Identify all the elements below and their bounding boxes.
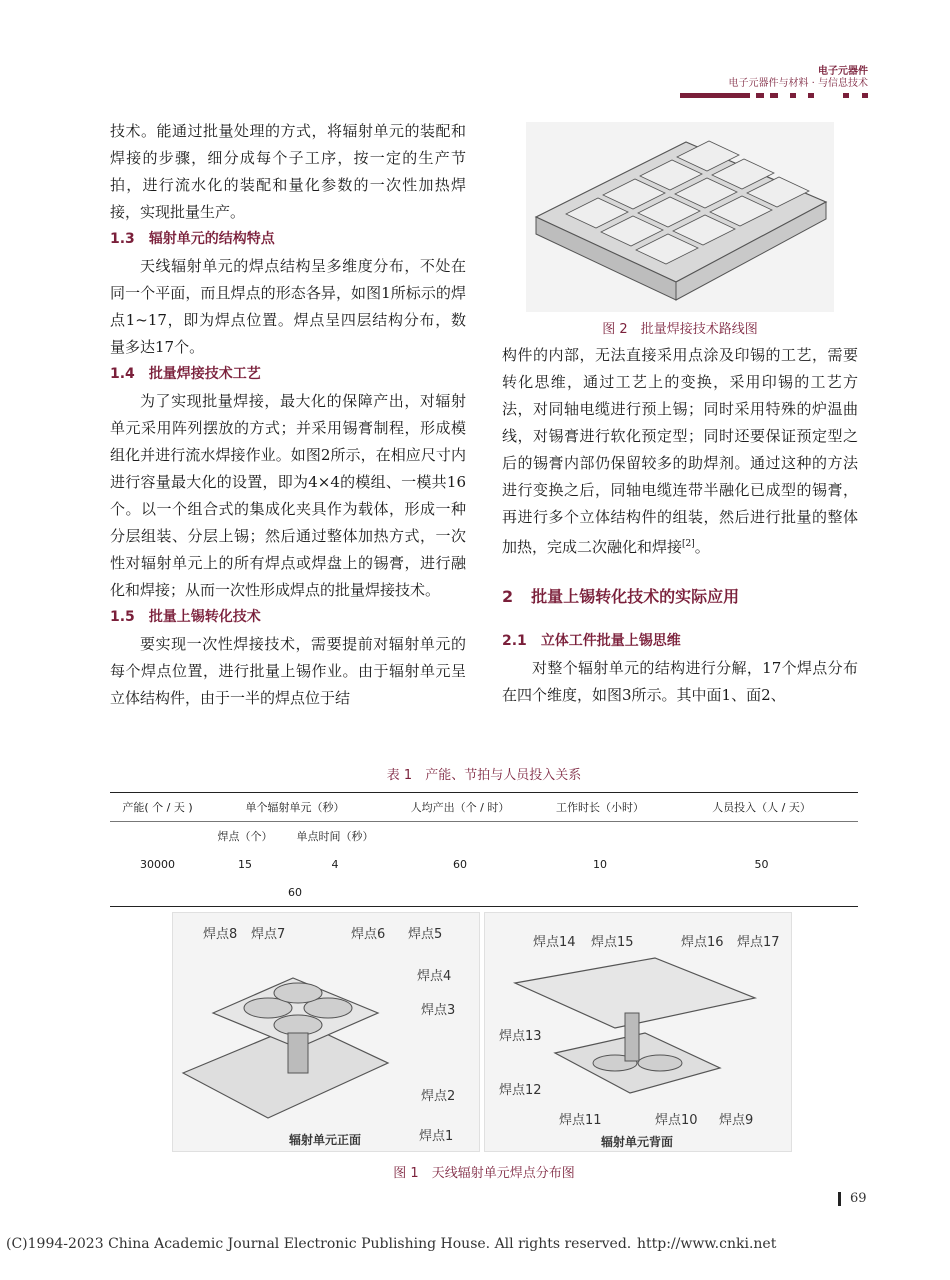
section-heading-1-3: 1.3 辐射单元的结构特点 — [110, 231, 275, 247]
right-column — [502, 342, 858, 709]
solder-point-label: 焊点8 — [203, 927, 238, 942]
table-cell: 15 — [238, 857, 252, 871]
solder-point-label: 焊点9 — [719, 1113, 754, 1128]
section-heading-1-5: 1.5 批量上锡转化技术 — [110, 609, 261, 625]
paragraph: 要实现一次性焊接技术，需要提前对辐射单元的每个焊点位置，进行批量上锡作业。由于辐射单元呈立体结构件，由于一半的焊点位于结 — [110, 635, 466, 707]
front-view-label: 辐射单元正面 — [289, 1133, 362, 1147]
radiating-unit-front-illustration — [173, 913, 479, 1151]
paragraph: 对整个辐射单元的结构进行分解，17个焊点分布在四个维度，如图3所示。其中面1、面2、 — [502, 659, 858, 704]
paragraph: 天线辐射单元的焊点结构呈多维度分布，不处在同一个平面，而且焊点的形态各异，如图1所标示的焊点1~17，即为焊点位置。焊点呈四层结构分布，数量多达17个。 — [110, 257, 466, 356]
table-header: 单个辐射单元（秒） — [245, 801, 345, 814]
table-header: 工作时长（小时） — [556, 801, 644, 814]
reference-mark: [2] — [682, 539, 695, 549]
table-header-row — [110, 793, 858, 822]
solder-point-label: 焊点1 — [419, 1129, 454, 1144]
solder-point-label: 焊点17 — [737, 935, 780, 950]
table-cell: 10 — [593, 857, 607, 871]
header-dot — [790, 93, 796, 98]
figure-1-back-panel — [484, 912, 792, 1152]
table-1 — [110, 792, 858, 907]
solder-point-label: 焊点16 — [681, 935, 724, 950]
table-row — [110, 878, 858, 906]
paragraph: 技术。能通过批量处理的方式，将辐射单元的装配和焊接的步骤，细分成每个子工序，按一定的生产节拍，进行流水化的装配和量化参数的一次性加热焊接，实现批量生产。 — [110, 122, 466, 221]
section-heading-1-4: 1.4 批量焊接技术工艺 — [110, 366, 261, 382]
table-header: 人均产出（个 / 时） — [410, 801, 510, 814]
table-cell: 60 — [453, 857, 467, 871]
table-cell: 60 — [288, 885, 302, 899]
table-subheader: 单点时间（秒） — [296, 830, 374, 843]
header-dot — [808, 93, 814, 98]
solder-point-label: 焊点2 — [421, 1089, 456, 1104]
solder-point-label: 焊点10 — [655, 1113, 698, 1128]
solder-point-label: 焊点7 — [251, 927, 286, 942]
header-dot — [843, 93, 849, 98]
solder-point-label: 焊点12 — [499, 1083, 542, 1098]
solder-point-label: 焊点4 — [417, 969, 452, 984]
journal-subtitle: 电子元器件与材料 · 与信息技术 — [728, 78, 868, 89]
header-dot — [862, 93, 868, 98]
header-dot — [770, 93, 778, 98]
paragraph: 构件的内部，无法直接采用点涂及印锡的工艺，需要转化思维，通过工艺上的变换，采用印锡的工艺方法，对同轴电缆进行预上锡；同时采用特殊的炉温曲线，对锡膏进行软化预定型；同时还要保证预定型之后的锡膏内部仍保留较多的助焊剂。通过这种的方法进行变换之后，同轴电缆连带半融化已成型的锡膏，再进行多个立体结构件的组装，然后进行批量的整体加热，完成二次融化和焊接[2]。 — [502, 346, 858, 556]
table-cell: 4 — [331, 857, 339, 871]
page-number-bar — [838, 1192, 841, 1206]
journal-name: 电子元器件 — [818, 66, 868, 77]
page-number: 69 — [850, 1191, 867, 1206]
figure-1-caption: 图 1 天线辐射单元焊点分布图 — [393, 1166, 575, 1181]
table-cell: 30000 — [140, 857, 175, 871]
table-row — [110, 850, 858, 878]
header-stripe — [680, 93, 750, 98]
figure-2-caption: 图 2 批量焊接技术路线图 — [602, 322, 758, 337]
section-heading-2: 2 批量上锡转化技术的实际应用 — [502, 587, 740, 606]
solder-point-label: 焊点3 — [421, 1003, 456, 1018]
table-subheader: 焊点（个） — [217, 830, 273, 843]
back-view-label: 辐射单元背面 — [601, 1135, 674, 1149]
solder-point-label: 焊点14 — [533, 935, 576, 950]
copyright-notice: (C)1994-2023 China Academic Journal Electronic Publishing House. All rights reserved. — [6, 1236, 632, 1252]
table-subheader-row — [110, 822, 858, 851]
figure-2-image — [526, 122, 834, 312]
solder-point-label: 焊点11 — [559, 1113, 602, 1128]
left-column — [110, 118, 466, 712]
figure-1-front-panel — [172, 912, 480, 1152]
solder-point-label: 焊点5 — [408, 927, 443, 942]
table-1-caption: 表 1 产能、节拍与人员投入关系 — [386, 768, 582, 783]
cnki-url[interactable]: http://www.cnki.net — [637, 1236, 777, 1252]
paragraph: 为了实现批量焊接，最大化的保障产出，对辐射单元采用阵列摆放的方式；并采用锡膏制程，形成模组化并进行流水焊接作业。如图2所示，在相应尺寸内进行容量最大化的设置，即为4×4的模组、一模共16个。以一个组合式的集成化夹具作为载体，形成一种分层组装、分层上锡；然后通过整体加热方式，一次性对辐射单元上的所有焊点或焊盘上的锡膏，进行融化和焊接；从而一次性形成焊点的批量焊接技术。 — [110, 392, 466, 599]
header-dot — [756, 93, 764, 98]
journal-header — [728, 66, 868, 90]
table-header: 人员投入（人 / 天） — [712, 801, 811, 814]
solder-point-label: 焊点6 — [351, 927, 386, 942]
section-heading-2-1: 2.1 立体工件批量上锡思维 — [502, 633, 681, 649]
fixture-array-illustration — [526, 122, 834, 312]
table-header: 产能( 个 / 天 ) — [122, 801, 193, 814]
solder-point-label: 焊点15 — [591, 935, 634, 950]
table-cell: 50 — [754, 857, 769, 871]
solder-point-label: 焊点13 — [499, 1029, 542, 1044]
